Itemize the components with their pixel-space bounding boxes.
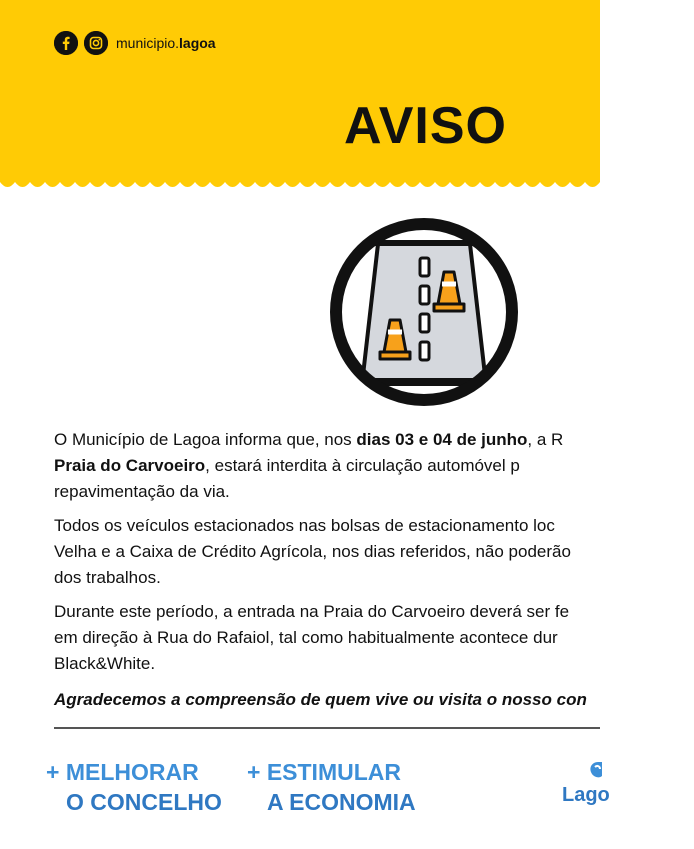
header-banner: [0, 0, 600, 176]
thanks-text: Agradecemos a compreensão de quem vive ou visita o nosso con: [54, 690, 587, 709]
social-handle[interactable]: municipio.lagoa: [116, 35, 216, 51]
instagram-icon[interactable]: [84, 31, 108, 55]
logo-text: Lago: [562, 784, 610, 806]
wave-divider: [0, 170, 600, 196]
slogan-improve-county: + MELHORAR O CONCELHO: [46, 759, 222, 815]
paragraph-1: O Município de Lagoa informa que, nos dias 03 e 04 de junho, a R Praia do Carvoeiro, estará interdita à circulação automóvel p repavimentação da via.: [54, 430, 564, 501]
page-title: AVISO: [344, 97, 507, 155]
social-bar: [54, 31, 216, 55]
paragraph-3: Durante este período, a entrada na Praia do Carvoeiro deverá ser fe em direção à Rua do Rafaiol, tal como habitualmente acontece dur Black&White.: [54, 602, 570, 673]
slogan-stimulate-economy: + ESTIMULAR A ECONOMIA: [247, 759, 416, 815]
logo-mark-icon: [562, 758, 602, 786]
facebook-icon[interactable]: [54, 31, 78, 55]
notice-body: [54, 427, 694, 685]
paragraph-2: Todos os veículos estacionados nas bolsas de estacionamento loc Velha e a Caixa de Crédito Agrícola, nos dias referidos, não poderão dos trabalhos.: [54, 516, 571, 587]
road-closed-icon: [326, 214, 522, 410]
lagoa-logo: [562, 758, 610, 810]
footer-divider: [54, 727, 600, 729]
